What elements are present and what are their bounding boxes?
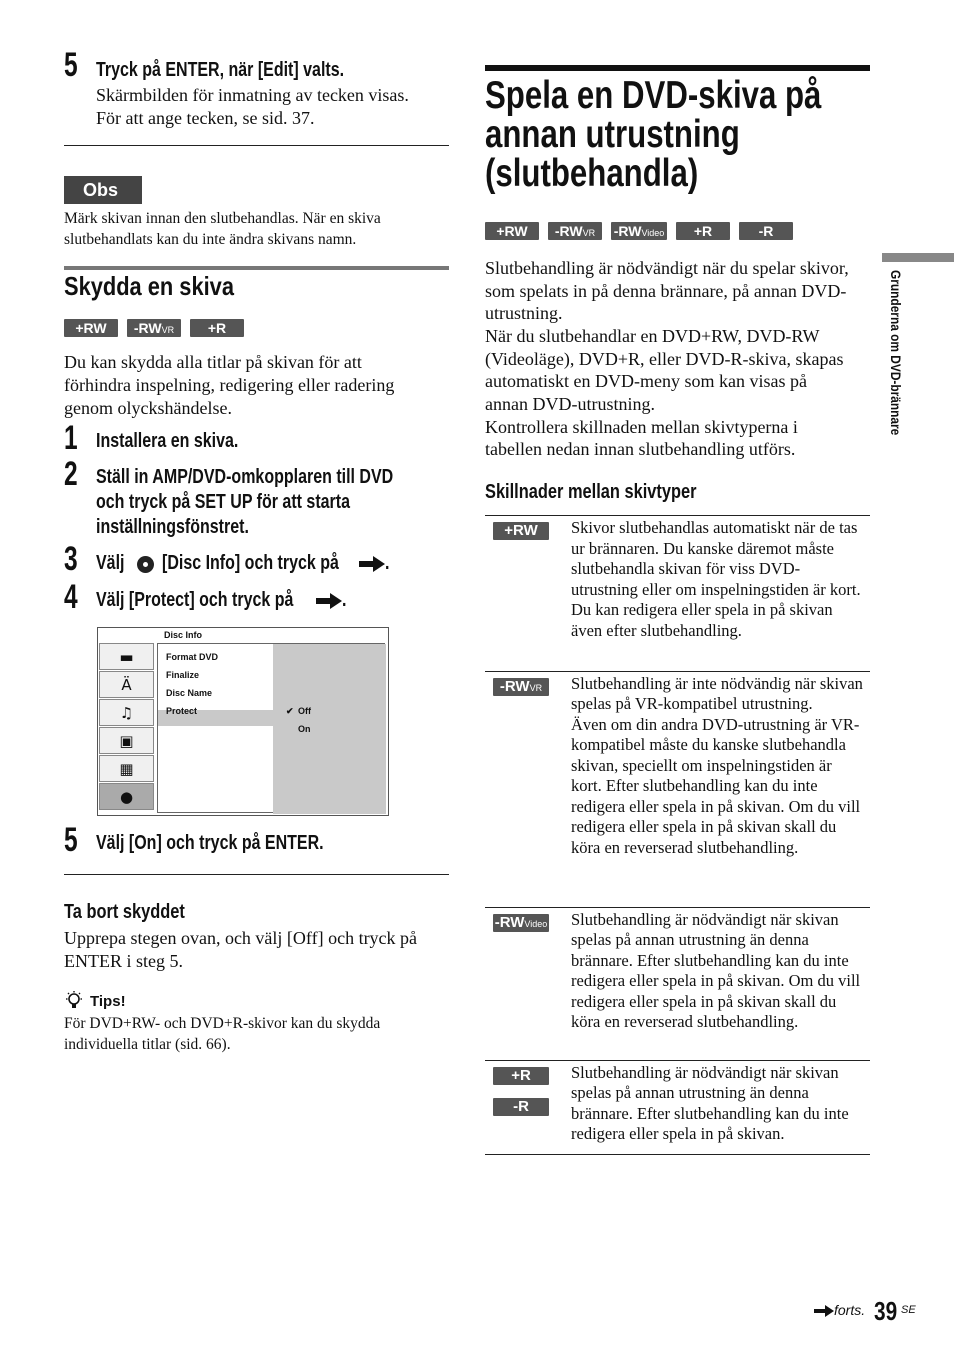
body-text: genom olyckshändelse. [64, 398, 232, 418]
table-cell: Slutbehandling är nödvändigt när skivan spelas på annan utrustning än denna brännare. Efter slutbehandling kan du inte redigera eller spela in på skivan. [571, 1060, 870, 1154]
tips-label: Tips! [90, 993, 126, 1010]
step-number: 4 [64, 578, 78, 616]
menu-options-panel [273, 644, 386, 814]
menu-title: Disc Info [164, 630, 203, 640]
arrow-right-icon [316, 593, 342, 609]
checkmark-icon: ✔ [286, 706, 294, 716]
step-number: 5 [64, 46, 78, 84]
step-title: Välj [96, 552, 125, 574]
toolbox-icon: ▬ [99, 643, 154, 670]
disc-badge: -RWVideo [494, 913, 548, 931]
disc-badge: -RWVR [493, 678, 549, 696]
body-text: Kontrollera skillnaden mellan skivtyperna i [485, 417, 798, 437]
page-number: 39 [874, 1296, 898, 1326]
menu-item: Format DVD [166, 652, 219, 662]
body-text: annan DVD-utrustning. [485, 394, 655, 414]
disc-badge: -RWVR [127, 319, 181, 337]
body-text: Du kan skydda alla titlar på skivan för att [64, 352, 362, 372]
step-title: Ställ in AMP/DVD-omkopplaren till DVD [96, 466, 394, 488]
menu-icon-column [99, 643, 154, 813]
step-title: Välj [On] och tryck på ENTER. [96, 832, 324, 854]
step-title: och tryck på SET UP för att starta [96, 491, 350, 513]
step-number: 1 [64, 419, 78, 457]
step-title: Välj [Protect] och tryck på [96, 589, 294, 611]
disc-icon [137, 556, 154, 573]
menu-panel [157, 643, 385, 813]
menu-item: Finalize [166, 670, 200, 680]
note-text: Märk skivan innan den slutbehandlas. När en skiva [64, 210, 381, 227]
disc-badge: +RW [485, 222, 539, 240]
disc-types-table [485, 516, 870, 1155]
step-number: 3 [64, 540, 78, 578]
menu-item: Protect [166, 706, 198, 716]
obs-label: Obs [64, 176, 142, 204]
disc-badge: +R [676, 222, 730, 240]
table-cell: Slutbehandling är inte nödvändig när skivan spelas på VR-kompatibel utrustning. Även om din andra DVD-utrustning är VR-kompatibel måste du kanske slutbehandla skivan, speciellt om inspelningstiden är kort. Efter slutbehandling kan du inte redigera eller spela in på skivan. Om du vill redigera eller spela in på skivan skall du köra en reverserad slutbehandling. [571, 671, 870, 907]
body-text: som spelats in på denna brännare, på annan DVD- [485, 281, 847, 301]
arrow-right-icon [814, 1305, 834, 1317]
step-punct: . [385, 552, 390, 574]
step-punct: . [342, 589, 347, 611]
step-title: Installera en skiva. [96, 430, 239, 452]
option-item: Off [298, 706, 311, 716]
menu-item: Disc Name [166, 688, 213, 698]
subheading: Ta bort skyddet [64, 901, 185, 923]
body-text: När du slutbehandlar en DVD+RW, DVD-RW [485, 326, 820, 346]
body-text: automatiskt en DVD-meny som kan visas på [485, 371, 807, 391]
disc-badge: +R [493, 1067, 549, 1085]
page-suffix: SE [901, 1304, 916, 1316]
disc-badge: -RWVR [548, 222, 602, 240]
table-cell: Slutbehandling är nödvändigt när skivan spelas på annan utrustning än denna brännare. Efter slutbehandling kan du inte redigera eller spela in på skivan. Om du vill redigera eller spela in på skivan skall du köra en reverserad slutbehandling. [571, 907, 870, 1060]
disc-badge: +RW [493, 522, 549, 540]
tip-text: individuella titlar (sid. 66). [64, 1036, 231, 1053]
section-tab [882, 253, 954, 262]
disc-badge: -RWVideo [611, 222, 667, 240]
disc-badge: -R [493, 1098, 549, 1116]
body-text: förhindra inspelning, redigering eller radering [64, 375, 395, 395]
body-text: Upprepa stegen ovan, och välj [Off] och tryck på [64, 928, 418, 948]
table-row [485, 516, 870, 671]
speaker-icon: ♫ [99, 699, 154, 726]
step-title: [Disc Info] och tryck på [162, 552, 339, 574]
language-icon: Ä [99, 671, 154, 698]
step-number: 5 [64, 821, 78, 859]
disc-badge: +RW [64, 319, 118, 337]
note-text: slutbehandlats kan du inte ändra skivans namn. [64, 231, 357, 248]
body-text: (Videoläge), DVD+R, eller DVD-R-skiva, skapas [485, 349, 844, 369]
step-title: inställningsfönstret. [96, 516, 249, 538]
body-text: tabellen nedan innan slutbehandling utförs. [485, 439, 796, 459]
lock-icon: ▣ [99, 727, 154, 754]
step-number: 2 [64, 455, 78, 493]
disc-info-menu-screenshot [97, 627, 389, 816]
page-title: annan utrustning [485, 113, 740, 156]
table-row [485, 1060, 870, 1154]
disc-badge: -R [739, 222, 793, 240]
option-item: On [298, 724, 311, 734]
body-text: ENTER i steg 5. [64, 951, 183, 971]
section-heading: Skydda en skiva [64, 271, 234, 301]
film-icon: ▦ [99, 755, 154, 782]
arrow-right-icon [359, 556, 385, 572]
tip-text: För DVD+RW- och DVD+R-skivor kan du skydda [64, 1015, 381, 1032]
body-text: För att ange tecken, se sid. 37. [96, 108, 315, 128]
table-row [485, 907, 870, 1060]
lightbulb-icon [64, 991, 84, 1011]
page-title: Spela en DVD-skiva på [485, 74, 822, 117]
section-tab-label: Grunderna om DVD-brännare [888, 270, 904, 436]
heading-bar [64, 266, 449, 270]
continued-label: forts. [834, 1302, 866, 1318]
divider [64, 145, 449, 146]
divider [64, 874, 449, 875]
disc-badge: +R [190, 319, 244, 337]
subheading: Skillnader mellan skivtyper [485, 481, 697, 503]
page-title: (slutbehandla) [485, 152, 699, 195]
disc-icon: ● [99, 783, 154, 810]
body-text: Slutbehandling är nödvändigt när du spelar skivor, [485, 258, 849, 278]
step-title: Tryck på ENTER, när [Edit] valts. [96, 59, 345, 81]
body-text: Skärmbilden för inmatning av tecken visas. [96, 85, 409, 105]
body-text: utrustning. [485, 303, 563, 323]
title-bar [485, 65, 870, 71]
table-row [485, 671, 870, 907]
table-cell: Skivor slutbehandlas automatiskt när de tas ur brännaren. Du kanske däremot måste slutbehandla skivan för viss DVD-utrustning eller om inspelningstiden är kort. Du kan redigera eller spela in på skivan även efter slutbehandling. [571, 516, 870, 671]
